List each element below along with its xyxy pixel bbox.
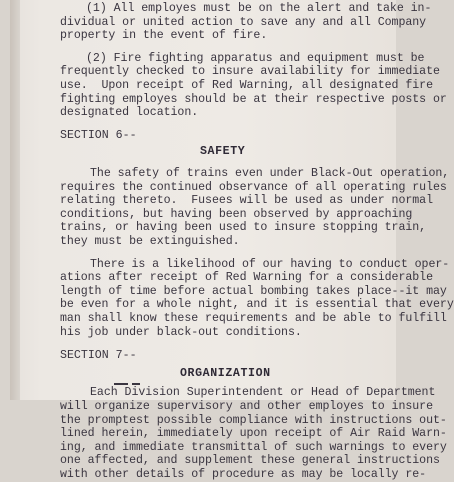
safety-paragraph-1-line-3: relating thereto. Fusees will be used as under normal [60,194,433,208]
section-7-label: SECTION 7-- [60,349,137,363]
document-page [10,0,454,481]
organization-line-5: ing, and immediate transmittal of such warnings to every [60,440,447,454]
safety-paragraph-2-line-3: length of time before actual bombing takes place--it may [60,284,447,298]
paragraph-2-line-5: designated location. [60,106,199,120]
organization-line-3: the promptest possible compliance with instructions out- [60,413,447,427]
safety-paragraph-1-line-2: requires the continued observance of all operating rules [60,180,447,194]
organization-line-1: Each Division Superintendent or Head of Department [90,386,436,400]
section-6-label: SECTION 6-- [60,128,137,142]
safety-paragraph-1-line-1: The safety of trains even under Black-Out operation, [90,167,450,180]
safety-paragraph-1-line-4: conditions, but having been observed by approaching [60,207,413,221]
paragraph-2-line-4: fighting employes should be at their respective posts or [60,92,447,106]
safety-paragraph-2-line-2: ations after receipt of Red Warning for a considerable [60,271,433,285]
paragraph-2-line-3: use. Upon receipt of Red Warning, all designated fire [60,79,433,92]
safety-paragraph-2-line-5: man shall know these requirements and be able to fulfill [60,312,447,325]
pencil-mark [114,383,128,385]
organization-line-6: one affected, and supplement these general instructions [60,454,440,468]
safety-paragraph-2-line-4: be even for a whole night, and it is essential that every [60,298,454,312]
safety-paragraph-2-line-6: his job under black-out conditions. [60,325,302,339]
safety-paragraph-2-line-1: There is a likelihood of our having to conduct oper- [90,257,450,271]
safety-paragraph-1-line-5: trains, or having been used to insure stopping train, [60,221,427,235]
paragraph-1-line-1: (1) All employes must be on the alert and take in- [86,2,432,15]
organization-line-7: with other details of procedure as may be locally re- [60,468,427,481]
paragraph-2-line-2: frequently checked to insure availability for immediate [60,65,440,79]
paragraph-2-line-1: (2) Fire fighting apparatus and equipment must be [86,51,425,65]
section-7-title: ORGANIZATION [180,366,271,380]
paragraph-1-line-3: property in the event of fire. [60,29,268,43]
organization-line-2: will organize supervisory and other employes to insure [60,400,433,413]
pencil-mark [132,383,140,385]
organization-line-4: lined herein, immediately upon receipt of Air Raid Warn- [60,427,447,441]
page-edge-shadow [10,0,20,400]
safety-paragraph-1-line-6: they must be extinguished. [60,235,240,248]
section-6-title: SAFETY [200,145,246,159]
paragraph-1-line-2: dividual or united action to save any and all Company [60,15,427,29]
